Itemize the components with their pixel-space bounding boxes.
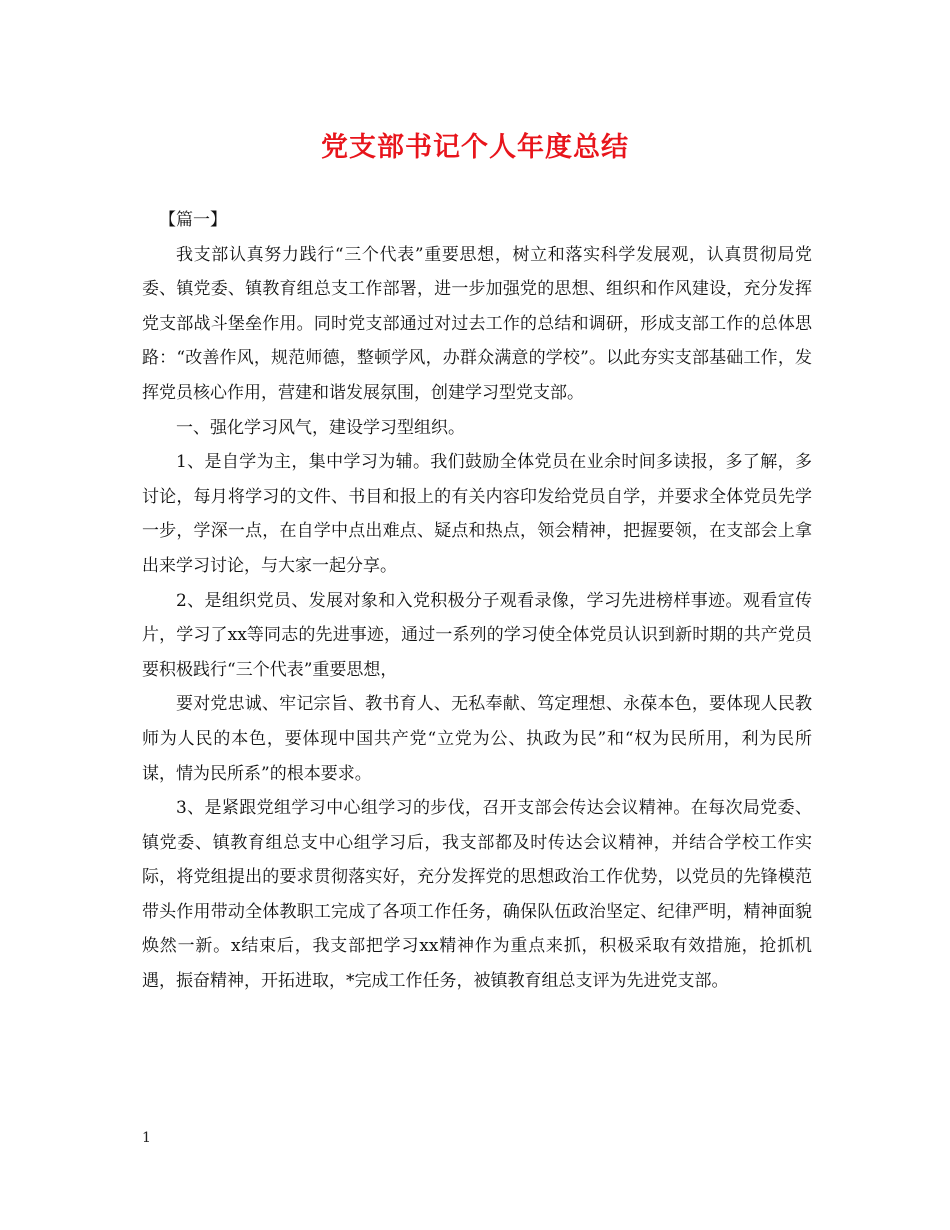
section-label: 【篇一】 xyxy=(159,210,227,230)
paragraph-intro: 我支部认真努力践行“三个代表”重要思想，树立和落实科学发展观，认真贯彻局党委、镇党委、镇教育组总支工作部署，进一步加强党的思想、组织和作风建设，充分发挥党支部战斗堡垒作用。同时党支部通过对过去工作的总结和调研，形成支部工作的总体思路：“改善作风，规范师德，整顿学风，办群众满意的学校”。以此夯实支部基础工作，发挥党员核心作用，营建和谐发展氛围，创建学习型党支部。 xyxy=(142,244,812,403)
document-title: 党支部书记个人年度总结 xyxy=(321,132,629,163)
paragraph-item-1: 1、是自学为主，集中学习为辅。我们鼓励全体党员在业余时间多读报，多了解，多讨论，每月将学习的文件、书目和报上的有关内容印发给党员自学，并要求全体党员先学一步，学深一点，在自学中点出难点、疑点和热点，领会精神，把握要领，在支部会上拿出来学习讨论，与大家一起分享。 xyxy=(142,452,812,576)
paragraph-item-3: 3、是紧跟党组学习中心组学习的步伐，召开支部会传达会议精神。在每次局党委、镇党委、镇教育组总支中心组学习后，我支部都及时传达会议精神，并结合学校工作实际，将党组提出的要求贯彻落实好，充分发挥党的思想政治工作优势，以党员的先锋模范带头作用带动全体教职工完成了各项工作任务，确保队伍政治坚定、纪律严明，精神面貌焕然一新。x结束后，我支部把学习xx精神作为重点来抓，积极采取有效措施，抢抓机遇，振奋精神，开拓进取，*完成工作任务，被镇教育组总支评为先进党支部。 xyxy=(142,798,812,992)
document-body xyxy=(142,203,812,999)
paragraph-heading-1: 一、强化学习风气，建设学习型组织。 xyxy=(176,417,465,438)
paragraph-item-2: 2、是组织党员、发展对象和入党积极分子观看录像，学习先进榜样事迹。观看宣传片，学习了xx等同志的先进事迹，通过一系列的学习使全体党员认识到新时期的共产党员要积极践行“三个代表”重要思想， xyxy=(142,590,812,680)
page-number: 1 xyxy=(142,1130,151,1146)
paragraph-item-2-continued: 要对党忠诚、牢记宗旨、教书育人、无私奉献、笃定理想、永葆本色，要体现人民教师为人民的本色，要体现中国共产党“立党为公、执政为民”和“权为民所用，利为民所谋，情为民所系”的根本要求。 xyxy=(142,694,812,784)
